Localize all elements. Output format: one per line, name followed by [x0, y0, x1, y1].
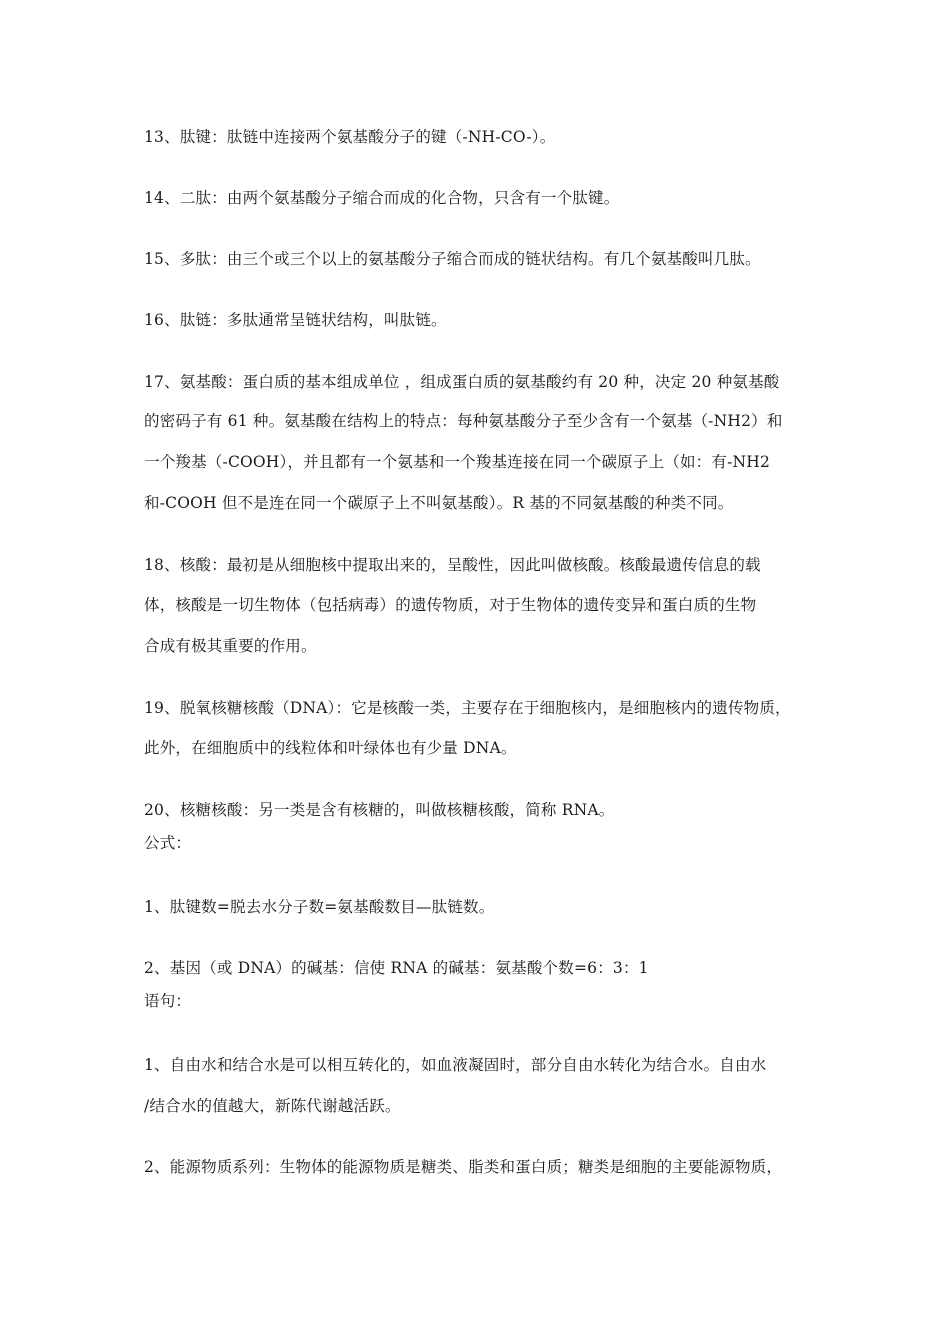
section-heading-statements: 语句： [144, 992, 192, 1010]
section-heading-formulas: 公式： [144, 834, 192, 852]
text-line-16-peptide-chain: 16、肽链：多肽通常呈链状结构，叫肽链。 [144, 311, 447, 329]
text-line-18-nucleic-acid-cont-1: 体，核酸是一切生物体（包括病毒）的遗传物质，对于生物体的遗传变异和蛋白质的生物 [144, 596, 757, 614]
text-line-18-nucleic-acid: 18、核酸：最初是从细胞核中提取出来的，呈酸性，因此叫做核酸。核酸最遗传信息的载 [144, 556, 761, 574]
text-line-17-amino-acid-cont-3: 和-COOH 但不是连在同一个碳原子上不叫氨基酸）。R 基的不同氨基酸的种类不同。 [144, 494, 734, 512]
text-line-20-rna: 20、核糖核酸：另一类是含有核糖的，叫做核糖核酸，简称 RNA。 [144, 801, 615, 819]
text-line-15-polypeptide: 15、多肽：由三个或三个以上的氨基酸分子缩合而成的链状结构。有几个氨基酸叫几肽。 [144, 250, 761, 268]
text-line-statement-2: 2、能源物质系列：生物体的能源物质是糖类、脂类和蛋白质；糖类是细胞的主要能源物质， [144, 1158, 783, 1176]
text-line-formula-2: 2、基因（或 DNA）的碱基：信使 RNA 的碱基：氨基酸个数=6：3：1 [144, 959, 649, 977]
text-line-19-dna-cont: 此外，在细胞质中的线粒体和叶绿体也有少量 DNA。 [144, 739, 517, 757]
text-line-18-nucleic-acid-cont-2: 合成有极其重要的作用。 [144, 637, 317, 655]
text-line-19-dna: 19、脱氧核糖核酸（DNA）：它是核酸一类，主要存在于细胞核内，是细胞核内的遗传物质， [144, 699, 791, 717]
text-line-17-amino-acid-cont-2: 一个羧基（-COOH），并且都有一个氨基和一个羧基连接在同一个碳原子上（如：有-NH2 [144, 453, 771, 471]
text-line-formula-1: 1、肽键数=脱去水分子数=氨基酸数目—肽链数。 [144, 898, 495, 916]
text-line-statement-1-cont: /结合水的值越大，新陈代谢越活跃。 [144, 1097, 401, 1115]
text-line-13-peptide-bond: 13、肽键：肽链中连接两个氨基酸分子的键（-NH-CO-）。 [144, 128, 556, 146]
text-line-17-amino-acid: 17、氨基酸：蛋白质的基本组成单位 ，组成蛋白质的氨基酸约有 20 种，决定 20 种氨基酸 [144, 373, 780, 391]
text-line-14-dipeptide: 14、二肽：由两个氨基酸分子缩合而成的化合物，只含有一个肽键。 [144, 189, 620, 207]
text-line-statement-1: 1、自由水和结合水是可以相互转化的，如血液凝固时，部分自由水转化为结合水。自由水 [144, 1056, 767, 1074]
text-line-17-amino-acid-cont-1: 的密码子有 61 种。氨基酸在结构上的特点：每种氨基酸分子至少含有一个氨基（-NH2）和 [144, 412, 783, 430]
